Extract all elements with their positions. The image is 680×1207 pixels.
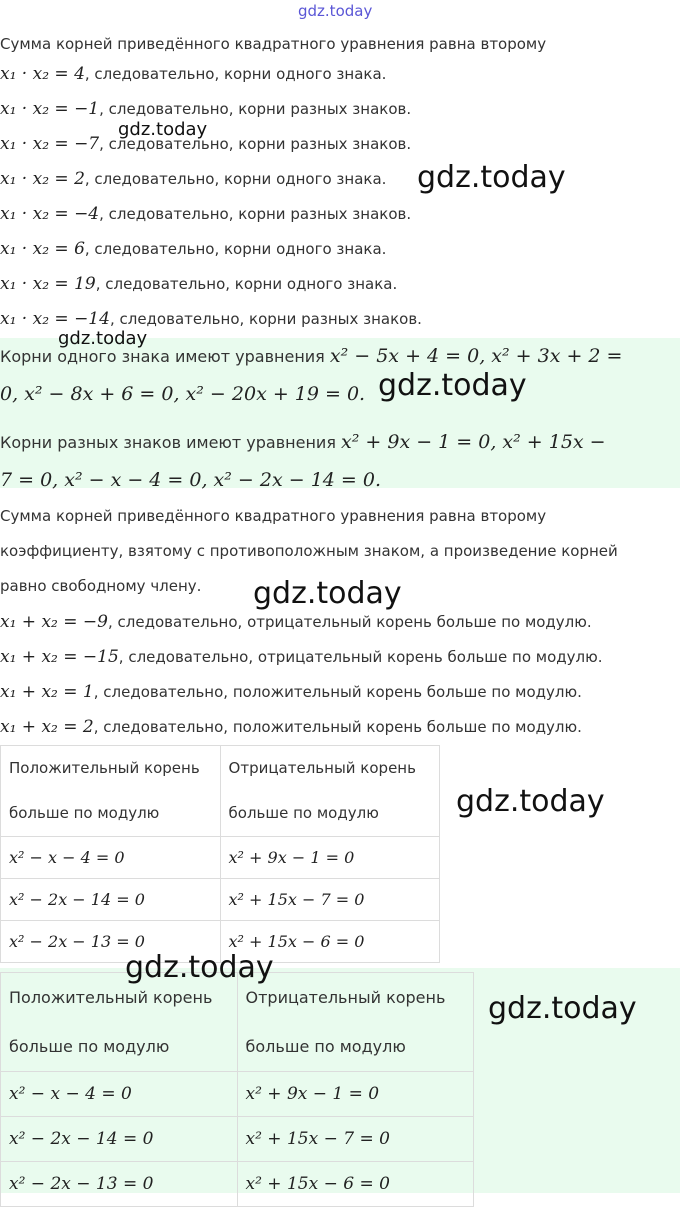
- table-cell: x² − 2x − 13 = 0: [1, 921, 221, 963]
- header-positive-line-1: Положительный корень: [9, 759, 200, 777]
- diff-sign-line-2: [0, 469, 381, 491]
- product-line-6: [0, 239, 386, 259]
- header-positive-line-2: больше по модулю: [9, 804, 160, 822]
- classification-table-answer: [0, 972, 474, 1207]
- same-sign-equations: x² − 5x + 4 = 0, x² + 3x + 2 =: [329, 345, 623, 367]
- product-conclusion: , следовательно, корни разных знаков.: [109, 310, 422, 328]
- sum-equation: x₁ + x₂ = −9: [0, 612, 108, 632]
- sum-line-1: [0, 612, 592, 632]
- product-conclusion: , следовательно, корни одного знака.: [84, 240, 387, 258]
- product-conclusion: , следовательно, корни одного знака.: [95, 275, 398, 293]
- header-positive-line-1: Положительный корень: [9, 988, 213, 1007]
- watermark: gdz.today: [118, 119, 208, 140]
- sum-line-3: [0, 682, 582, 702]
- header-negative-line-1: Отрицательный корень: [245, 988, 446, 1007]
- watermark: gdz.today: [58, 328, 148, 349]
- product-equation: x₁ · x₂ = 2: [0, 169, 85, 189]
- product-conclusion: , следовательно, корни одного знака.: [84, 65, 387, 83]
- product-line-5: [0, 204, 411, 224]
- product-conclusion: , следовательно, корни одного знака.: [84, 170, 387, 188]
- header-negative: [237, 973, 474, 1072]
- sum-paragraph-line-2: коэффициенту, взятому с противоположным знаком, а произведение корней: [0, 542, 618, 560]
- header-negative-line-1: Отрицательный корень: [228, 759, 416, 777]
- header-positive: [1, 973, 238, 1072]
- product-conclusion: , следовательно, корни разных знаков.: [99, 205, 412, 223]
- header-negative-line-2: больше по модулю: [228, 804, 379, 822]
- product-equation: x₁ · x₂ = −4: [0, 204, 100, 224]
- product-line-8: [0, 309, 422, 329]
- same-sign-line-2: [0, 383, 365, 405]
- table-cell: x² − 2x − 14 = 0: [1, 1117, 238, 1162]
- product-equation: x₁ · x₂ = −14: [0, 309, 110, 329]
- table-header-row: [1, 746, 440, 837]
- sum-equation: x₁ + x₂ = 2: [0, 717, 94, 737]
- product-equation: x₁ · x₂ = −7: [0, 134, 100, 154]
- sum-line-4: [0, 717, 582, 737]
- same-sign-label: Корни одного знака имеют уравнения: [0, 347, 330, 366]
- classification-table: [0, 745, 440, 963]
- table-row: [1, 837, 440, 879]
- product-equation: x₁ · x₂ = 19: [0, 274, 96, 294]
- table-row: [1, 1072, 474, 1117]
- diff-sign-equations-cont: 7 = 0, x² − x − 4 = 0, x² − 2x − 14 = 0.: [0, 469, 381, 491]
- sum-paragraph-line-1: Сумма корней приведённого квадратного уравнения равна второму: [0, 507, 547, 525]
- table-row: [1, 1162, 474, 1207]
- header-negative: [220, 746, 439, 837]
- product-equation: x₁ · x₂ = 6: [0, 239, 85, 259]
- sum-conclusion: , следовательно, отрицательный корень больше по модулю.: [107, 613, 592, 631]
- table-cell: x² − x − 4 = 0: [1, 837, 221, 879]
- product-line-4: [0, 169, 386, 189]
- sum-conclusion: , следовательно, отрицательный корень больше по модулю.: [118, 648, 603, 666]
- watermark: gdz.today: [456, 784, 605, 819]
- product-equation: x₁ · x₂ = 4: [0, 64, 85, 84]
- diff-sign-label: Корни разных знаков имеют уравнения: [0, 433, 342, 452]
- watermark: gdz.today: [125, 950, 274, 985]
- sum-conclusion: , следовательно, положительный корень больше по модулю.: [93, 718, 582, 736]
- table-cell: x² − x − 4 = 0: [1, 1072, 238, 1117]
- header-positive-line-2: больше по модулю: [9, 1037, 170, 1056]
- diff-sign-line-1: [0, 431, 606, 453]
- header-negative-line-2: больше по модулю: [245, 1037, 406, 1056]
- table-cell: x² − 2x − 14 = 0: [1, 879, 221, 921]
- table-cell: x² + 15x − 7 = 0: [220, 879, 439, 921]
- table-cell: x² + 15x − 7 = 0: [237, 1117, 474, 1162]
- table-row: [1, 1117, 474, 1162]
- sum-conclusion: , следовательно, положительный корень больше по модулю.: [93, 683, 582, 701]
- watermark: gdz.today: [378, 368, 527, 403]
- table-cell: x² + 15x − 6 = 0: [220, 921, 439, 963]
- sum-equation: x₁ + x₂ = −15: [0, 647, 119, 667]
- product-line-1: [0, 64, 386, 84]
- table-cell: x² + 9x − 1 = 0: [237, 1072, 474, 1117]
- product-conclusion: , следовательно, корни разных знаков.: [99, 100, 412, 118]
- product-conclusion: , следовательно, корни разных знаков.: [99, 135, 412, 153]
- table-header-row: [1, 973, 474, 1072]
- watermark: gdz.today: [488, 991, 637, 1026]
- intro-line: Сумма корней приведённого квадратного уравнения равна второму: [0, 35, 547, 53]
- sum-paragraph-line-3: равно свободному члену.: [0, 577, 202, 595]
- header-positive: [1, 746, 221, 837]
- watermark: gdz.today: [417, 160, 566, 195]
- product-line-7: [0, 274, 397, 294]
- table-cell: x² − 2x − 13 = 0: [1, 1162, 238, 1207]
- sum-equation: x₁ + x₂ = 1: [0, 682, 94, 702]
- product-line-2: [0, 99, 411, 119]
- table-row: [1, 879, 440, 921]
- diff-sign-equations: x² + 9x − 1 = 0, x² + 15x −: [341, 431, 606, 453]
- product-equation: x₁ · x₂ = −1: [0, 99, 100, 119]
- same-sign-equations-cont: 0, x² − 8x + 6 = 0, x² − 20x + 19 = 0.: [0, 383, 366, 405]
- header-watermark: gdz.today: [298, 2, 373, 20]
- table-cell: x² + 15x − 6 = 0: [237, 1162, 474, 1207]
- watermark: gdz.today: [253, 576, 402, 611]
- table-cell: x² + 9x − 1 = 0: [220, 837, 439, 879]
- sum-line-2: [0, 647, 603, 667]
